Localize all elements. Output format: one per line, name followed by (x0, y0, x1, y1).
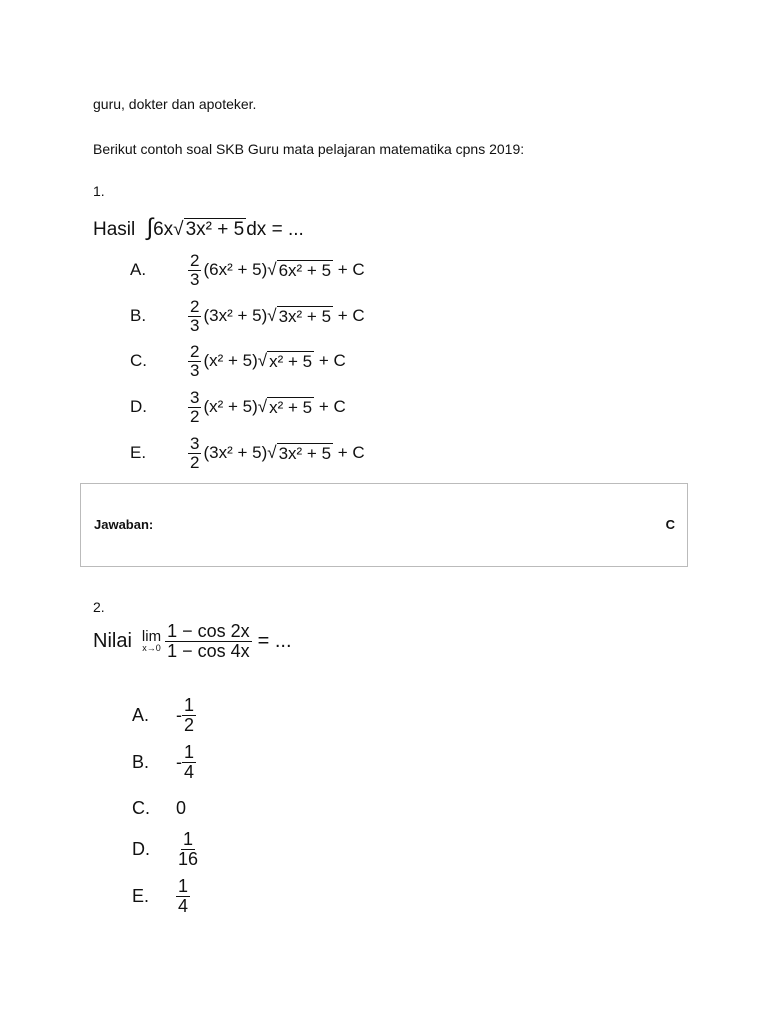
option-fraction: $\frac{3}{2}$ (190, 388, 200, 426)
q1-option-a[interactable] (130, 252, 365, 289)
option-factor: (6x² + 5) (203, 260, 268, 280)
option-fraction: $\frac{3}{2}$ (190, 434, 200, 472)
q1-prefix: Hasil (93, 219, 136, 240)
sqrt-sign: √ (267, 260, 277, 280)
option-fraction: $\frac{1}{2}$ (184, 695, 195, 735)
q2-fraction: $\frac{1 - \cos 2x}{1 - \cos 4x}$ (167, 621, 250, 661)
option-root: 3x² + 5 (278, 443, 332, 463)
option-fraction: $\frac{2}{3}$ (190, 342, 200, 380)
intro-line-1: guru, dokter dan apoteker. (93, 96, 257, 112)
q2-option-a[interactable] (132, 696, 198, 735)
q2-tail: = ... (257, 629, 292, 652)
option-label: C. (130, 351, 147, 371)
option-tail: + C (318, 397, 346, 417)
q2-option-d[interactable] (132, 830, 202, 869)
option-label: D. (130, 397, 147, 417)
option-label: A. (130, 260, 147, 280)
option-label: A. (132, 704, 150, 725)
question-2-number: 2. (93, 599, 105, 615)
sqrt-sign: √ (257, 397, 268, 417)
q2-option-b[interactable] (132, 743, 198, 782)
answer-box (80, 483, 688, 567)
answer-label: Jawaban: (94, 517, 154, 532)
sqrt-sign: √ (173, 219, 184, 240)
answer-value: C (665, 517, 675, 532)
option-fraction: $\frac{1}{4}$ (184, 742, 195, 782)
sqrt-sign: √ (267, 306, 277, 326)
question-1-stem (93, 214, 304, 242)
q1-option-c[interactable] (130, 343, 346, 380)
q1-option-d[interactable] (130, 389, 346, 426)
option-tail: + C (337, 306, 365, 326)
option-factor: (x² + 5) (203, 397, 258, 417)
option-root: x² + 5 (269, 351, 313, 371)
option-sign: - (176, 704, 182, 725)
q2-prefix: Nilai (93, 629, 132, 652)
integral-sign: ∫ (146, 214, 154, 241)
q1-integrand-root: 3x² + 5 (185, 219, 245, 240)
option-label: E. (132, 885, 150, 906)
option-label: B. (132, 751, 150, 772)
option-sign: - (176, 751, 182, 772)
intro-line-2: Berikut contoh soal SKB Guru mata pelajaran matematika cpns 2019: (93, 141, 525, 157)
q2-option-c[interactable] (132, 798, 186, 819)
option-fraction: $\frac{2}{3}$ (190, 297, 200, 335)
q2-option-e[interactable] (132, 877, 192, 916)
limit-operator: lim x→0 (141, 628, 162, 654)
option-root: 6x² + 5 (278, 260, 332, 280)
option-root: 3x² + 5 (278, 306, 332, 326)
q1-integrand-post: dx = ... (246, 219, 304, 240)
option-label: E. (130, 443, 147, 463)
option-tail: + C (318, 351, 346, 371)
q1-integrand-pre: 6x (153, 219, 174, 240)
option-tail: + C (337, 260, 365, 280)
q1-option-e[interactable] (130, 435, 365, 472)
question-2-stem (93, 622, 292, 661)
question-1-number: 1. (93, 183, 105, 199)
option-factor: (3x² + 5) (203, 306, 268, 326)
option-factor: (x² + 5) (203, 351, 258, 371)
option-label: B. (130, 306, 147, 326)
option-root: x² + 5 (269, 397, 313, 417)
option-fraction: $\frac{1}{16}$ (178, 829, 199, 869)
sqrt-sign: √ (267, 443, 277, 463)
option-fraction: $\frac{2}{3}$ (190, 251, 200, 289)
option-value: 0 (176, 798, 187, 818)
option-fraction: $\frac{1}{4}$ (178, 876, 189, 916)
option-label: C. (132, 798, 150, 818)
q1-option-b[interactable] (130, 298, 365, 335)
option-factor: (3x² + 5) (203, 443, 268, 463)
option-label: D. (132, 838, 150, 859)
option-tail: + C (337, 443, 365, 463)
sqrt-sign: √ (257, 351, 268, 371)
